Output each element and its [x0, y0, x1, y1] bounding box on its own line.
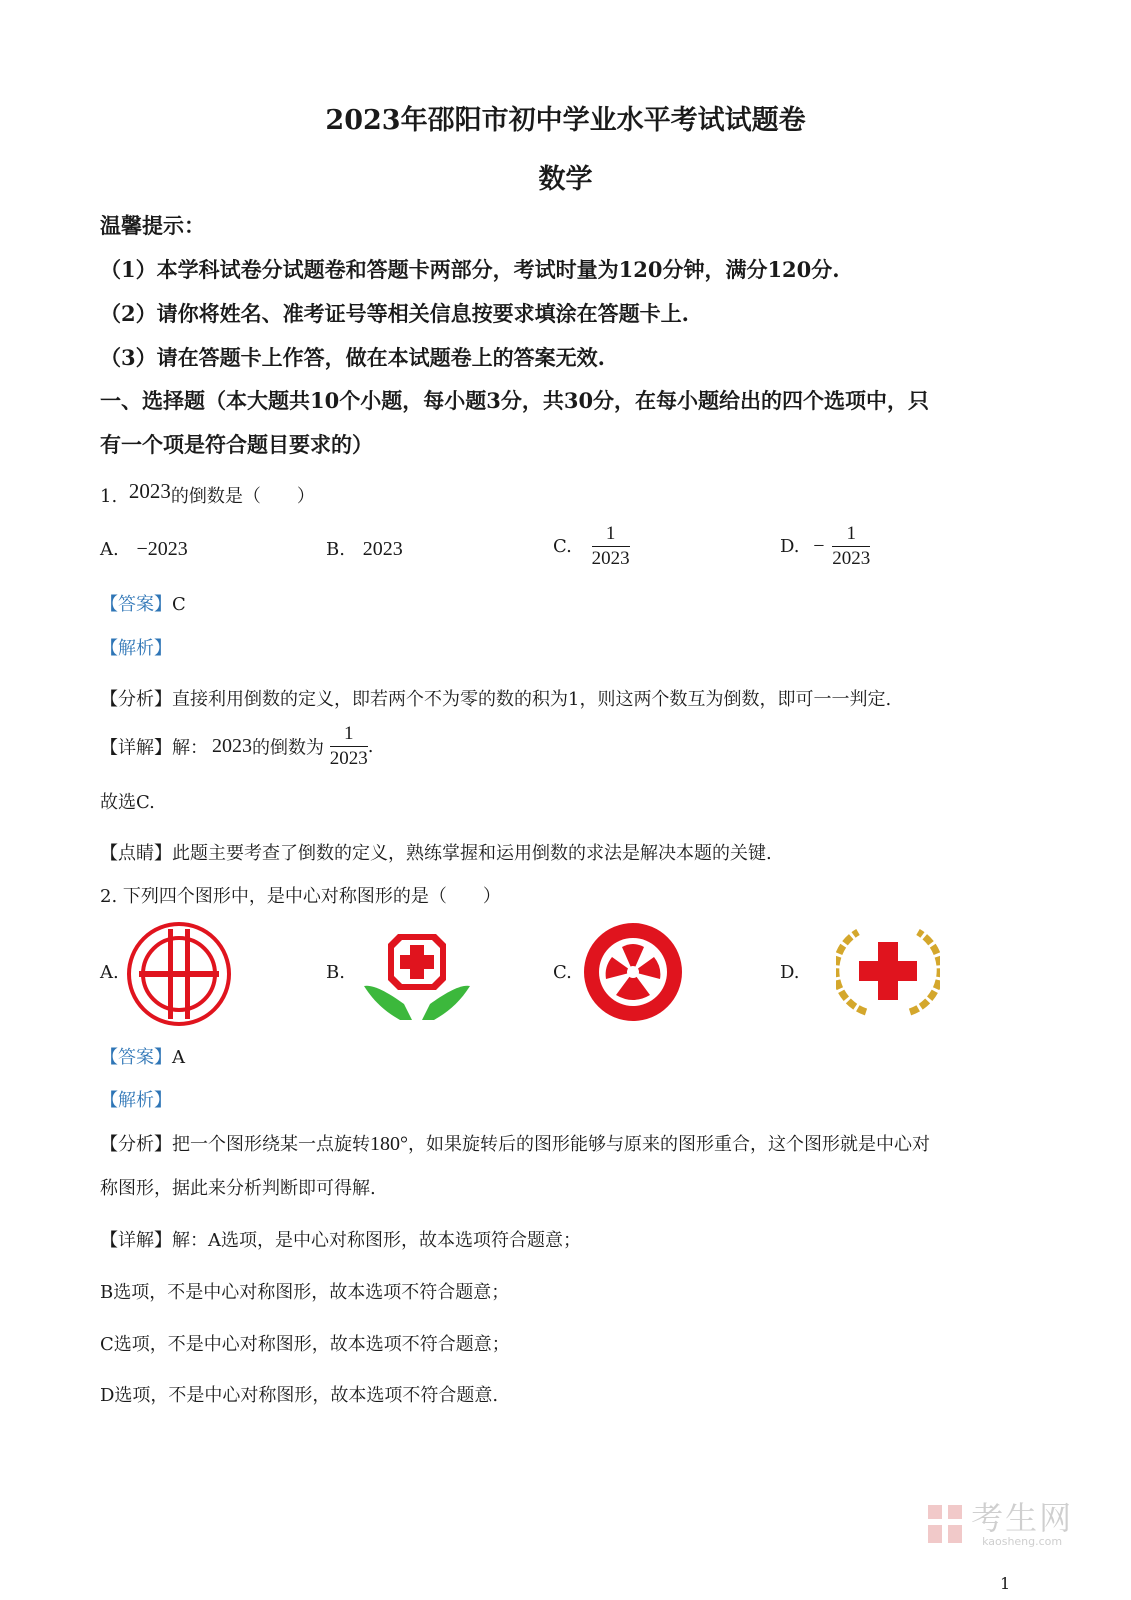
fenxi-2-line2: 称图形，据此来分析判断即可得解. [100, 1178, 376, 1199]
watermark-logo-icon [926, 1501, 966, 1547]
fenxi-text: 把一个图形绕某一点旋转 [172, 1134, 370, 1155]
option-label: B. [326, 539, 345, 560]
notice-heading: 温馨提示： [100, 213, 205, 238]
page-subtitle: 数学 [538, 164, 593, 195]
fenxi-degree: 180° [370, 1133, 408, 1155]
answer-2 [100, 1043, 185, 1069]
notice-item: （1）本学科试卷分试题卷和答题卡两部分，考试时量为120分钟，满分120分. [100, 257, 840, 282]
option-value: 2023 [362, 538, 403, 560]
analysis-tag: 【解析】 [100, 1090, 172, 1111]
red-cross-wreath-icon [836, 922, 940, 1022]
question-value: 2023 [128, 479, 171, 503]
notice-item: （3）请在答题卡上作答，做在本试题卷上的答案无效. [100, 345, 605, 370]
fraction [832, 522, 870, 571]
numerator: 1 [832, 522, 870, 547]
option-label: C. [553, 536, 572, 557]
answer-value: C [172, 594, 186, 615]
fenxi-text: ，如果旋转后的图形能够与原来的图形重合，这个图形就是中心对 [408, 1134, 930, 1155]
answer-1 [100, 590, 186, 616]
option-c [553, 522, 630, 571]
denominator: 2023 [832, 548, 871, 569]
fenxi-tag: 【分析】 [100, 1134, 172, 1155]
option-label-b: B. [326, 962, 345, 983]
xiangjie-end: . [367, 736, 374, 757]
answer-tag: 【答案】 [100, 1047, 172, 1068]
fraction [330, 722, 368, 771]
explain-line: B选项，不是中心对称图形，故本选项不符合题意； [100, 1282, 510, 1303]
watermark-text-block [971, 1500, 1073, 1548]
explain-line: D选项，不是中心对称图形，故本选项不符合题意. [100, 1385, 499, 1406]
section-heading-line2: 有一个项是符合题目要求的） [100, 432, 373, 457]
denominator: 2023 [329, 748, 368, 769]
numerator: 1 [330, 722, 368, 747]
fenxi-1 [100, 685, 891, 711]
option-label-c: C. [553, 962, 572, 983]
watermark [926, 1500, 1073, 1548]
fenxi-2 [100, 1130, 930, 1156]
question-text: 的倒数是（ ） [170, 486, 315, 507]
page-title: 2023年邵阳市初中学业水平考试试题卷 [325, 105, 806, 136]
xiangjie-text: 解：A选项，是中心对称图形，故本选项符合题意； [172, 1230, 581, 1251]
trade-union-logo-icon [126, 921, 232, 1027]
answer-tag: 【答案】 [100, 594, 172, 615]
red-circle-emblem-icon [582, 921, 684, 1023]
xiangjie-tag: 【详解】 [100, 737, 172, 759]
medical-cross-hands-icon [360, 928, 474, 1024]
fenxi-tag: 【分析】 [100, 689, 172, 710]
dianjing-text: 此题主要考查了倒数的定义，熟练掌握和运用倒数的求法是解决本题的关键. [172, 843, 772, 864]
page-number: 1 [1000, 1574, 1011, 1593]
option-a [100, 538, 188, 561]
answer-value: A [172, 1047, 185, 1068]
option-label: D. [780, 536, 800, 557]
question-number: 1. [100, 486, 118, 507]
option-b [326, 538, 403, 561]
option-label-d: D. [780, 962, 800, 983]
question-1 [100, 479, 315, 508]
xiangjie-tag: 【详解】 [100, 1230, 172, 1251]
question-2: 2. 下列四个图形中，是中心对称图形的是（ ） [100, 886, 501, 907]
watermark-text: 考生网 [971, 1499, 1074, 1537]
dianjing-tag: 【点睛】 [100, 843, 172, 864]
xiangjie-mid: 的倒数为 [252, 737, 324, 759]
fraction [592, 522, 630, 571]
minus-sign: − [813, 535, 825, 557]
xiangjie-2 [100, 1226, 581, 1252]
section-heading-line1: 一、选择题（本大题共10个小题，每小题3分，共30分，在每小题给出的四个选项中，只 [100, 388, 930, 413]
option-d [780, 522, 870, 571]
conclusion-1: 故选C. [100, 792, 155, 813]
option-value: −2023 [136, 538, 188, 560]
analysis-tag: 【解析】 [100, 638, 172, 659]
numerator: 1 [592, 522, 630, 547]
fenxi-text: 直接利用倒数的定义，即若两个不为零的数的积为1，则这两个数互为倒数，即可一一判定. [172, 689, 892, 710]
option-label: A. [100, 539, 119, 560]
option-label-a: A. [100, 962, 119, 983]
notice-item: （2）请你将姓名、准考证号等相关信息按要求填涂在答题卡上. [100, 301, 689, 326]
xiangjie-value: 2023 [212, 735, 252, 757]
watermark-subtext: kaosheng.com [982, 1535, 1063, 1548]
dianjing-1 [100, 839, 772, 865]
xiangjie-prefix: 解： [172, 737, 208, 759]
xiangjie-1 [100, 722, 373, 771]
denominator: 2023 [591, 548, 630, 569]
explain-line: C选项，不是中心对称图形，故本选项不符合题意； [100, 1334, 510, 1355]
